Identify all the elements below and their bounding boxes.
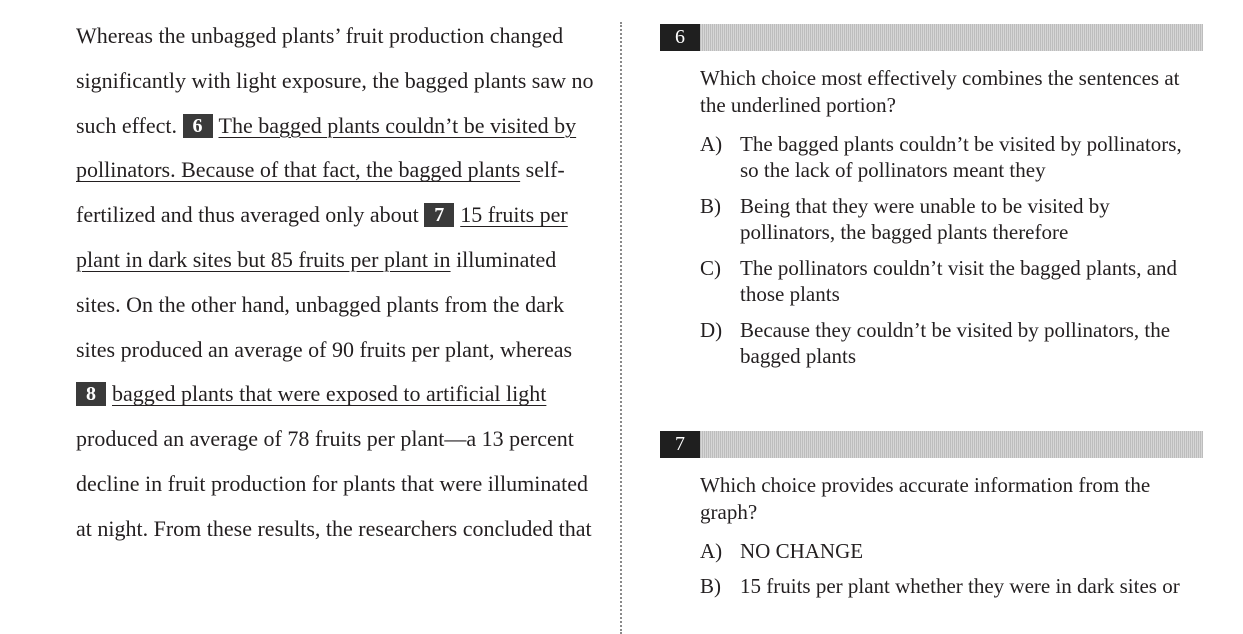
choice-text: The bagged plants couldn’t be visited by pollinators, so the lack of pollinators meant they (740, 132, 1182, 182)
passage-segment-2: self-fertilized and thus averaged only about (76, 157, 565, 228)
choice-letter: C) (700, 256, 721, 280)
choice-6b[interactable] (700, 193, 1203, 245)
passage-segment-3: illuminated sites. On the other hand, unbagged plants from the dark sites produced an average of 90 fruits per plant, whereas (76, 246, 573, 362)
passage-text (35, 14, 595, 552)
choice-7b[interactable] (700, 573, 1203, 599)
choice-letter: A) (700, 132, 723, 156)
question-6-choices (700, 131, 1203, 369)
choice-6c[interactable] (700, 255, 1203, 307)
underlined-portion-6[interactable]: The bagged plants couldn’t be visited by pollinators. Because of that fact, the bagged plants (76, 112, 577, 183)
choice-text: Because they couldn’t be visited by pollinators, the bagged plants (740, 318, 1171, 368)
passage-segment-4: produced an average of 78 fruits per plant—a 13 percent decline in fruit production for plants that were illuminated at night. From these results, the researchers concluded that (76, 426, 592, 541)
underlined-portion-8[interactable]: bagged plants that were exposed to artificial light (112, 381, 547, 407)
choice-6d[interactable] (700, 317, 1203, 369)
choice-letter: B) (700, 574, 721, 598)
question-7-number: 7 (660, 431, 700, 458)
choice-7a[interactable] (700, 538, 1203, 564)
choice-6a[interactable] (700, 131, 1203, 183)
choice-letter: B) (700, 194, 721, 218)
passage-sentence-1: Whereas the unbagged plants’ fruit production changed significantly with light exposure, the bagged plants saw no such effect. (76, 23, 594, 138)
question-6 (660, 24, 1203, 379)
choice-text: 15 fruits per plant whether they were in dark sites or (740, 574, 1180, 598)
question-7-marker[interactable]: 7 (424, 203, 454, 227)
choice-text: Being that they were unable to be visited by pollinators, the bagged plants therefore (740, 194, 1110, 244)
underlined-portion-7[interactable]: 15 fruits per plant in dark sites but 85 fruits per plant in (76, 202, 568, 272)
choice-text: The pollinators couldn’t visit the bagged plants, and those plants (740, 256, 1178, 306)
question-7 (660, 431, 1203, 608)
question-7-header-bar (660, 431, 1203, 458)
question-6-number: 6 (660, 24, 700, 51)
question-6-marker[interactable]: 6 (183, 114, 213, 138)
choice-letter: D) (700, 318, 723, 342)
question-6-header-bar (660, 24, 1203, 51)
question-7-choices (700, 538, 1203, 599)
column-divider (620, 22, 622, 634)
passage (35, 14, 595, 552)
question-6-stem: Which choice most effectively combines the sentences at the underlined portion? (700, 66, 1180, 117)
question-7-stem: Which choice provides accurate information from the graph? (700, 473, 1151, 524)
choice-letter: A) (700, 539, 723, 563)
question-8-marker[interactable]: 8 (76, 382, 106, 406)
choice-text: NO CHANGE (740, 539, 864, 563)
